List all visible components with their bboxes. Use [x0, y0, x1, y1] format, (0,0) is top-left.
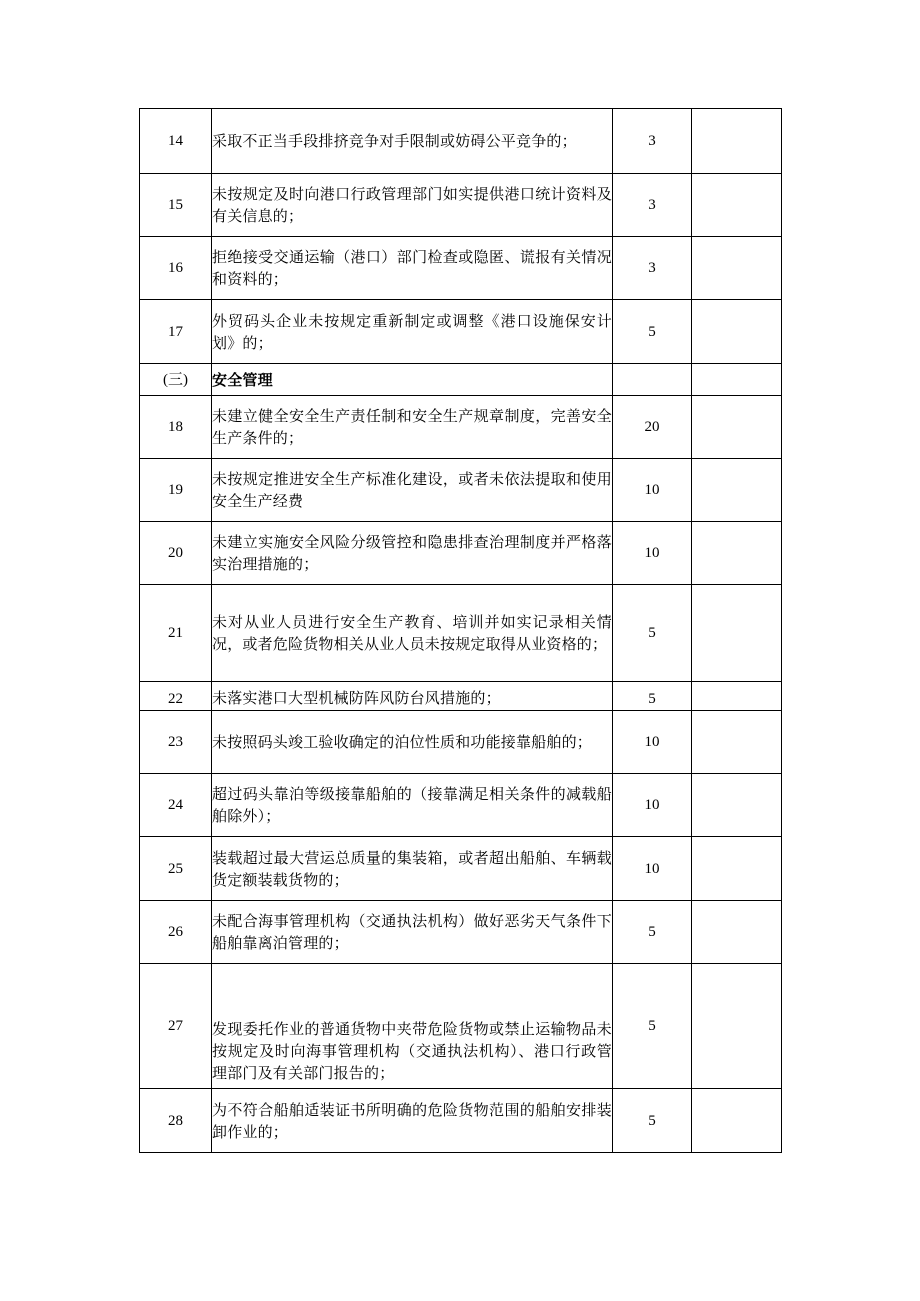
row-number: 19 — [140, 459, 212, 522]
row-blank-cell — [692, 711, 782, 774]
row-score: 3 — [613, 174, 692, 237]
table-row — [140, 585, 782, 682]
row-number: 26 — [140, 901, 212, 964]
row-number: 20 — [140, 522, 212, 585]
row-number: 16 — [140, 237, 212, 300]
row-description: 未对从业人员进行安全生产教育、培训并如实记录相关情况，或者危险货物相关从业人员未按规定取得从业资格的； — [212, 585, 613, 682]
row-description: 发现委托作业的普通货物中夹带危险货物或禁止运输物品未按规定及时向海事管理机构（交通执法机构）、港口行政管理部门及有关部门报告的； — [212, 964, 613, 1089]
table-row — [140, 901, 782, 964]
row-score: 3 — [613, 109, 692, 174]
row-description: 外贸码头企业未按规定重新制定或调整《港口设施保安计划》的； — [212, 300, 613, 364]
row-blank-cell — [692, 459, 782, 522]
table-row — [140, 174, 782, 237]
row-blank-cell — [692, 364, 782, 396]
row-blank-cell — [692, 396, 782, 459]
table-row — [140, 711, 782, 774]
row-score: 10 — [613, 837, 692, 901]
row-description: 超过码头靠泊等级接靠船舶的（接靠满足相关条件的减载船舶除外）； — [212, 774, 613, 837]
row-description: 为不符合船舶适装证书所明确的危险货物范围的船舶安排装卸作业的； — [212, 1089, 613, 1153]
row-blank-cell — [692, 964, 782, 1089]
table-row — [140, 837, 782, 901]
row-number: 24 — [140, 774, 212, 837]
row-blank-cell — [692, 109, 782, 174]
row-score: 20 — [613, 396, 692, 459]
row-score: 10 — [613, 711, 692, 774]
table-row — [140, 522, 782, 585]
row-score: 5 — [613, 964, 692, 1089]
row-blank-cell — [692, 585, 782, 682]
row-description: 采取不正当手段排挤竞争对手限制或妨碍公平竞争的； — [212, 109, 613, 174]
row-score: 5 — [613, 585, 692, 682]
row-number: 23 — [140, 711, 212, 774]
table-row — [140, 396, 782, 459]
scoring-table — [139, 108, 782, 1153]
row-number: 14 — [140, 109, 212, 174]
table-row — [140, 459, 782, 522]
row-number: 21 — [140, 585, 212, 682]
row-blank-cell — [692, 174, 782, 237]
row-blank-cell — [692, 682, 782, 711]
section-title: 安全管理 — [212, 364, 613, 396]
row-number: 28 — [140, 1089, 212, 1153]
row-number: 18 — [140, 396, 212, 459]
row-score: 5 — [613, 901, 692, 964]
table-row — [140, 300, 782, 364]
row-score — [613, 364, 692, 396]
section-number: (三) — [140, 364, 212, 396]
row-blank-cell — [692, 522, 782, 585]
row-score: 10 — [613, 459, 692, 522]
row-number: 15 — [140, 174, 212, 237]
row-blank-cell — [692, 837, 782, 901]
row-number: 22 — [140, 682, 212, 711]
row-description: 未落实港口大型机械防阵风防台风措施的； — [212, 682, 613, 711]
row-description: 拒绝接受交通运输（港口）部门检查或隐匿、谎报有关情况和资料的； — [212, 237, 613, 300]
table-row — [140, 964, 782, 1089]
row-description: 未按规定推进安全生产标准化建设，或者未依法提取和使用安全生产经费 — [212, 459, 613, 522]
row-blank-cell — [692, 1089, 782, 1153]
row-description: 未建立实施安全风险分级管控和隐患排查治理制度并严格落实治理措施的； — [212, 522, 613, 585]
row-score: 5 — [613, 300, 692, 364]
section-row — [140, 364, 782, 396]
table-row — [140, 1089, 782, 1153]
row-blank-cell — [692, 300, 782, 364]
row-score: 10 — [613, 522, 692, 585]
row-blank-cell — [692, 901, 782, 964]
row-blank-cell — [692, 774, 782, 837]
table-row — [140, 109, 782, 174]
row-description: 装载超过最大营运总质量的集装箱，或者超出船舶、车辆载货定额装载货物的； — [212, 837, 613, 901]
row-description: 未按规定及时向港口行政管理部门如实提供港口统计资料及有关信息的； — [212, 174, 613, 237]
row-blank-cell — [692, 237, 782, 300]
table-row — [140, 682, 782, 711]
row-number: 25 — [140, 837, 212, 901]
row-description: 未建立健全安全生产责任制和安全生产规章制度，完善安全生产条件的； — [212, 396, 613, 459]
row-score: 3 — [613, 237, 692, 300]
table-row — [140, 237, 782, 300]
table-row — [140, 774, 782, 837]
row-score: 5 — [613, 1089, 692, 1153]
row-number: 27 — [140, 964, 212, 1089]
row-description: 未配合海事管理机构（交通执法机构）做好恶劣天气条件下船舶靠离泊管理的； — [212, 901, 613, 964]
row-score: 5 — [613, 682, 692, 711]
row-number: 17 — [140, 300, 212, 364]
row-score: 10 — [613, 774, 692, 837]
row-description: 未按照码头竣工验收确定的泊位性质和功能接靠船舶的； — [212, 711, 613, 774]
